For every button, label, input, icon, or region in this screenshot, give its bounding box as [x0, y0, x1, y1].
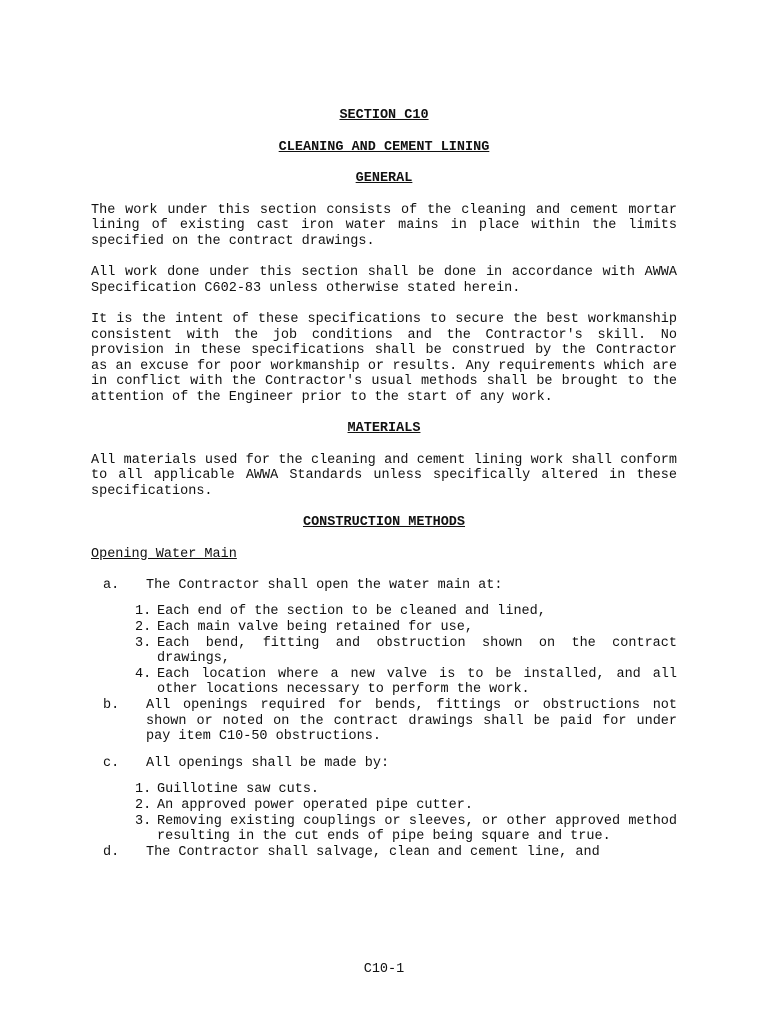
item-c — [91, 756, 677, 772]
list-item: 1. Each end of the section to be cleaned and lined, — [135, 604, 546, 620]
list-item: 1. Guillotine saw cuts. — [135, 782, 320, 798]
item-b-letter: b. — [103, 698, 120, 713]
item-d-letter: d. — [103, 844, 120, 860]
item-b-text: All openings required for bends, fittings or obstructions not shown or noted on the contract drawings shall be paid for under pay item C10-50 obstructions. — [146, 698, 677, 745]
item-c-text: All openings shall be made by: — [146, 755, 390, 771]
item-a-list — [91, 604, 677, 698]
list-item: 4. Each location where a new valve is to be installed, and all other locations necessary to perform the work. — [135, 666, 677, 698]
general-paragraph-2: All work done under this section shall be done in accordance with AWWA Specification C602-83 unless otherwise stated herein. — [91, 265, 677, 296]
list-item: 3. Removing existing couplings or sleeves, or other approved method resulting in the cut ends of pipe being square and true. — [135, 813, 677, 845]
general-heading: GENERAL — [355, 171, 413, 187]
list-item: 2. An approved power operated pipe cutter. — [135, 797, 473, 813]
item-d — [91, 845, 677, 861]
opening-water-main-subheading: Opening Water Main — [91, 546, 237, 562]
materials-paragraph: All materials used for the cleaning and cement lining work shall conform to all applicable AWWA Standards unless specifically altered in these specifications. — [91, 452, 677, 499]
general-paragraph-3: It is the intent of these specifications to secure the best workmanship consistent with the job conditions and the Contractor's skill. No provision in these specifications shall be construed by the Contractor as an excuse for poor workmanship or results. Any requirements which are in conflict with the Contractor's usual methods shall be brought to the attention of the Engineer prior to the start of any work. — [91, 311, 677, 405]
item-c-letter: c. — [103, 755, 120, 771]
item-a-letter: a. — [103, 577, 120, 593]
page-number: C10-1 — [363, 962, 405, 977]
item-a-text: The Contractor shall open the water main at: — [146, 577, 503, 593]
materials-heading: MATERIALS — [347, 421, 421, 437]
item-c-list — [91, 782, 677, 844]
list-item: 2. Each main valve being retained for use, — [135, 620, 473, 636]
section-title: SECTION C10 — [339, 108, 429, 123]
list-item: 3. Each bend, fitting and obstruction shown on the contract drawings, — [135, 635, 677, 667]
section-subtitle: CLEANING AND CEMENT LINING — [278, 139, 490, 155]
document-body — [91, 108, 677, 860]
general-paragraph-1: The work under this section consists of the cleaning and cement mortar lining of existing cast iron water mains in place within the limits specified on the contract drawings. — [91, 202, 677, 249]
item-b — [91, 698, 677, 745]
construction-heading: CONSTRUCTION METHODS — [302, 515, 466, 531]
item-a — [91, 578, 677, 594]
item-d-text: The Contractor shall salvage, clean and cement line, and — [146, 844, 600, 860]
